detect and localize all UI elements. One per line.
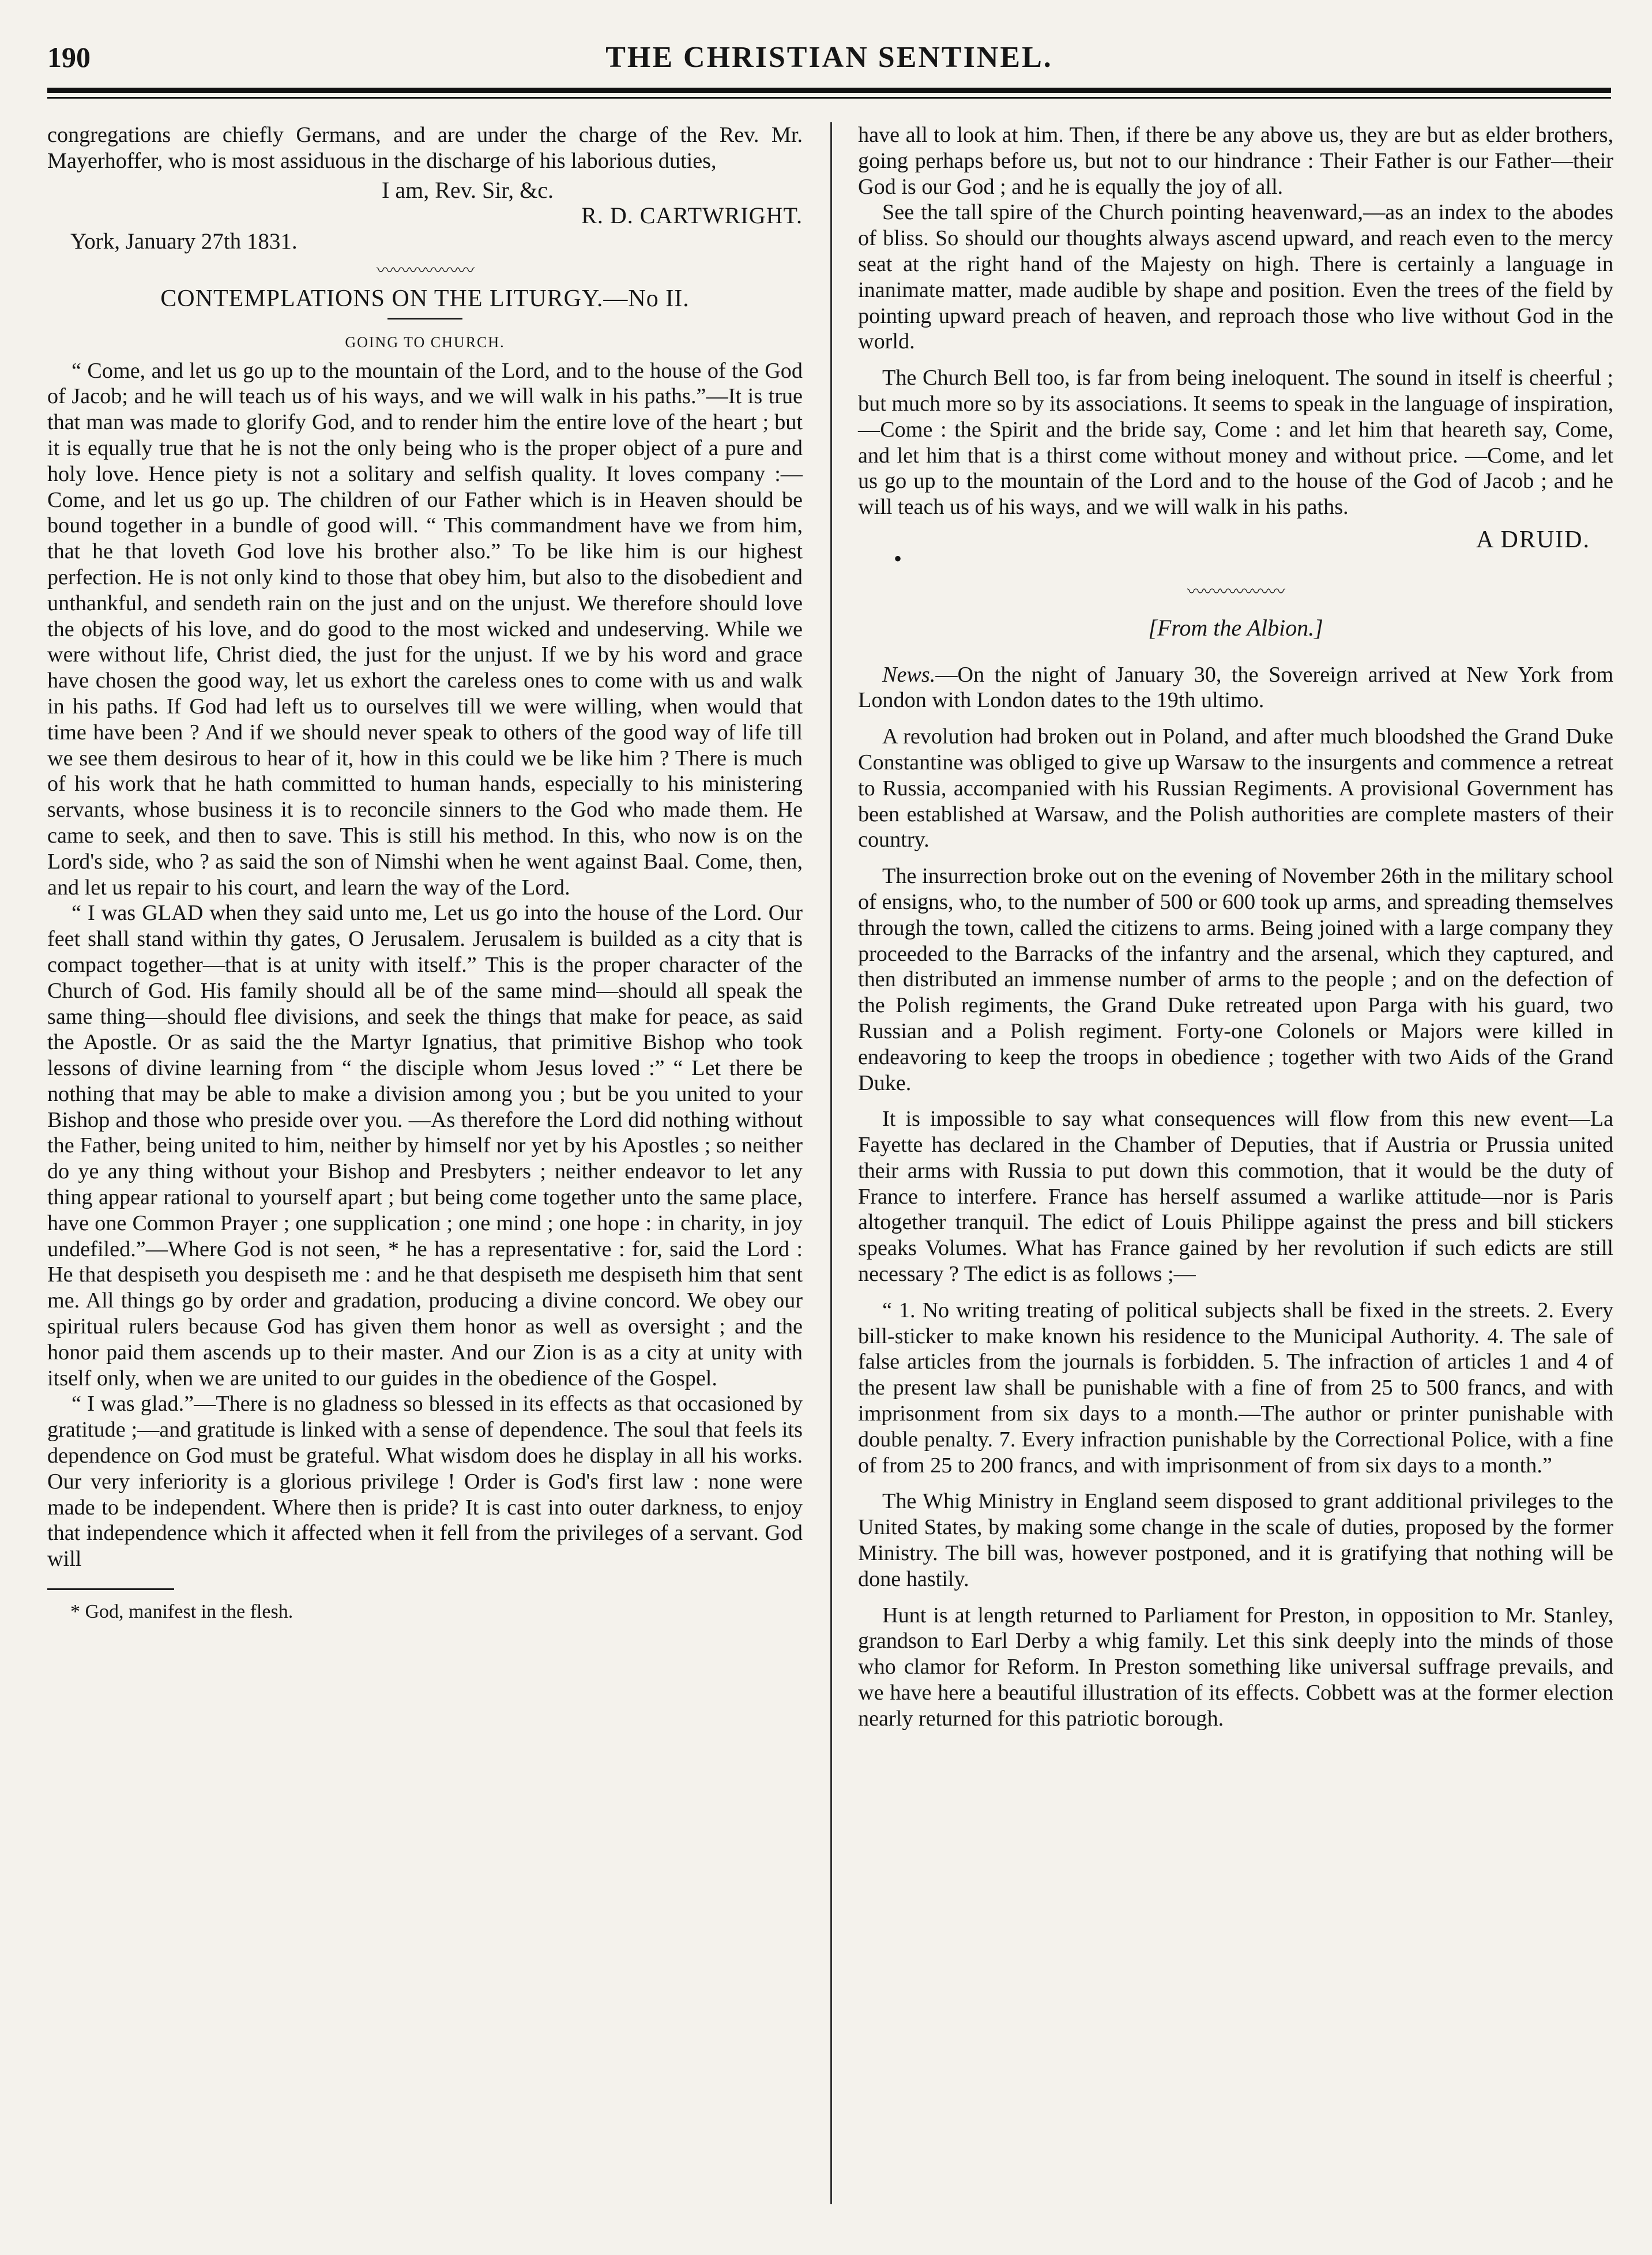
- news-paragraph: The insurrection broke out on the evening of November 26th in the military school of ensigns, who, to the number of 500 or 600 took up arms, and spreading themselves through the town, called the citizens to arms. Being joined with a large company they proceeded to the Barracks of the infantry and the arsenal, which they captured, and then distributed an immense number of arms to the people ; and on the defection of the Polish regiments, the Grand Duke retreated upon Parga with his guard, two Russian and a Polish regiment. Forty-one Colonels or Majors were killed in endeavoring to keep the troops in obedience ; together with two Aids of the Grand Duke.: [858, 864, 1613, 1095]
- letter-dateline: York, January 27th 1831.: [70, 229, 298, 254]
- news-paragraph: The Whig Ministry in England seem disposed to grant additional privileges to the United States, by making some change in the scale of duties, proposed by the former Ministry. The bill was, however postponed, and it is gratifying that nothing will be done hastily.: [858, 1489, 1613, 1591]
- header-rule-thick: [47, 88, 1611, 93]
- page-number: 190: [47, 41, 91, 73]
- article-subheading: GOING TO CHURCH.: [345, 333, 505, 351]
- right-column: [858, 122, 1613, 1732]
- ornament-divider: 〰〰〰〰〰〰: [1187, 582, 1284, 602]
- edict-paragraph: “ 1. No writing treating of political subjects shall be fixed in the streets. 2. Every bill-sticker to make known his residence to the Municipal Authority. 4. The sale of false articles from the journals is forbidden. 5. The infraction of articles 1 and 4 of the present law shall be punishable with a fine of from 25 to 500 francs, and with imprisonment from six days to a month.—The author or printer punishable with double penalty. 7. Every infraction punishable by the Correctional Police, with a fine of from 25 to 200 francs, and with imprisonment of from six days to a month.”: [858, 1298, 1613, 1478]
- news-paragraph: A revolution had broken out in Poland, and after much bloodshed the Grand Duke Constantine was obliged to give up Warsaw to the insurgents and commence a retreat to Russia, accompanied with his Russian Regiments. A provisional Government has been established at Warsaw, and the Polish authorities are complete masters of their country.: [858, 724, 1613, 852]
- ornament-divider: 〰〰〰〰〰〰: [377, 261, 473, 280]
- article-signature: A DRUID.: [1476, 526, 1590, 553]
- news-label: News.: [882, 662, 936, 687]
- left-column: [47, 122, 803, 1625]
- header-rule-thin: [47, 97, 1611, 99]
- letter-closing: congregations are chiefly Germans, and are under the charge of the Rev. Mr. Mayerhoffer, who is most assiduous in the discharge of his laborious duties,: [47, 123, 803, 173]
- bullet-mark-row: [858, 545, 1613, 576]
- page-header: [47, 40, 1611, 87]
- news-paragraph: [858, 662, 1613, 714]
- news-paragraph: It is impossible to say what consequences will flow from this new event—La Fayette has declared in the Chamber of Deputies, that if Austria or Prussia united their arms with Russia to put down this commotion, that it would be the duty of France to interfere. France has herself assumed a warlike attitude—nor is Paris altogether tranquil. The edict of Louis Philippe against the press and bill stickers speaks Volumes. What has France gained by her revolution if such edicts are still necessary ? The edict is as follows ;—: [858, 1107, 1613, 1287]
- article-paragraph: “ I was GLAD when they said unto me, Let us go into the house of the Lord. Our feet shall stand within thy gates, O Jerusalem. Jerusalem is builded as a city that is compact together—that is at unity with itself.” This is the proper character of the Church of God. His family should all be of the same mind—should all speak the same thing—should flee divisions, and seek the things that make for peace, as said the Apostle. Or as said the the Martyr Ignatius, that primitive Bishop who took lessons of divine learning from “ the disciple whom Jesus loved :” “ Let there be nothing that may be able to make a division among you ; but be you united to your Bishop and those who preside over you. —As therefore the Lord did nothing without the Father, being united to him, neither by himself nor yet by his Apostles ; so neither do ye any thing without your Bishop and Presbyters ; neither endeavor to let any thing appear rational to yourself apart ; but being come together unto the same place, have one Common Prayer ; one supplication ; one mind ; one hope : in charity, in joy undefiled.”—Where God is not seen, * he has a representative : for, said the Lord : He that despiseth you despiseth me : and he that despiseth me despiseth him that sent me. All things go by order and gradation, producing a divine concord. We obey our spiritual rulers because God has given them honor as well as oversight ; and the honor paid them ascends up to their master. And our Zion is as a city at unity with itself only, when we are united to our guides in the obedience of the Gospel.: [47, 901, 803, 1390]
- footnote: * God, manifest in the flesh.: [70, 1601, 293, 1623]
- article-title: CONTEMPLATIONS ON THE LITURGY.—No II.: [160, 285, 690, 312]
- article-paragraph: The Church Bell too, is far from being ineloquent. The sound in itself is cheerful ; but much more so by its associations. It seems to speak in the language of inspiration,—Come : the Spirit and the bride say, Come : and let him that heareth say, Come, and let him that is a thirst come without money and without price. —Come, and let us go up to the mountain of the Lord and to the house of the God of Jacob ; and he will teach us of his ways, and we will walk in his paths.: [858, 366, 1613, 520]
- news-lead: —On the night of January 30, the Sovereign arrived at New York from London with London dates to the 19th ultimo.: [858, 662, 1613, 713]
- article-paragraph: See the tall spire of the Church pointing heavenward,—as an index to the abodes of bliss. So should our thoughts always ascend upward, and reach even to the mercy seat at the right hand of the Majesty on high. There is certainly a language in inanimate matter, made audible by shape and position. Even the trees of the field by pointing upward preach of heaven, and reproach those who live without God in the world.: [858, 200, 1613, 354]
- letter-salutation: I am, Rev. Sir, &c.: [382, 176, 554, 203]
- letter-signer: R. D. CARTWRIGHT.: [581, 202, 803, 229]
- footnote-rule: [47, 1588, 174, 1590]
- article-paragraph: have all to look at him. Then, if there be any above us, they are but as elder brothers, going perhaps before us, but not to our hindrance : Their Father is our Father—their God is our God ; and he is equally the joy of all.: [858, 123, 1613, 199]
- source-credit: [From the Albion.]: [1148, 614, 1323, 641]
- title-rule: [387, 318, 462, 320]
- news-paragraph: Hunt is at length returned to Parliament for Preston, in opposition to Mr. Stanley, grandson to Earl Derby a whig family. Let this sink deeply into the minds of those who clamor for Reform. In Preston something like universal suffrage prevails, and we have here a beautiful illustration of its effects. Cobbett was at the former election nearly returned for this patriotic borough.: [858, 1603, 1613, 1731]
- bullet-mark: •: [894, 545, 902, 572]
- article-paragraph: “ Come, and let us go up to the mountain of the Lord, and to the house of the God of Jacob; and he will teach us of his ways, and we will walk in his paths.”—It is true that man was made to glorify God, and to render him the entire love of the heart ; but it is equally true that he is not the only being who is the proper object of a pure and holy love. Hence piety is not a solitary and selfish quality. It loves company :—Come, and let us go up. The children of our Father which is in Heaven should be bound together in a bundle of good will. “ This commandment have we from him, that he that loveth God love his brother also.” To be like him is our highest perfection. He is not only kind to those that obey him, but also to the disobedient and unthankful, and sendeth rain on the just and on the unjust. We therefore should love the objects of his love, and do good to the most wicked and undeserving. While we were without life, Christ died, the just for the unjust. If we by his word and grace have chosen the good way, let us exhort the careless ones to come with us and walk in his paths. If God had left us to ourselves till we were willing, when would that time have been ? And if we should never speak to others of the good way of life till we see them desirous to hear of it, how in this could we be like him ? There is much of his work that he hath committed to human hands, especially to his ministering servants, whose business it is to reconcile sinners to the God who made them. He came to seek, and then to save. This is still his method. In this, who now is on the Lord's side, who ? as said the son of Nimshi when he went against Baal. Come, then, and let us repair to his court, and learn the way of the Lord.: [47, 358, 803, 900]
- article-paragraph: “ I was glad.”—There is no gladness so blessed in its effects as that occasioned by gratitude ;—and gratitude is linked with a sense of dependence. The soul that feels its dependence on God must be grateful. What wisdom does he display in all his works. Our very inferiority is a glorious privilege ! Order is God's first law : none were made to be independent. Where then is pride? It is cast into outer darkness, to enjoy that independence which it affected when it fell from the privileges of a servant. God will: [47, 1392, 803, 1572]
- page-title: THE CHRISTIAN SENTINEL.: [605, 41, 1053, 74]
- column-divider: [830, 122, 832, 2204]
